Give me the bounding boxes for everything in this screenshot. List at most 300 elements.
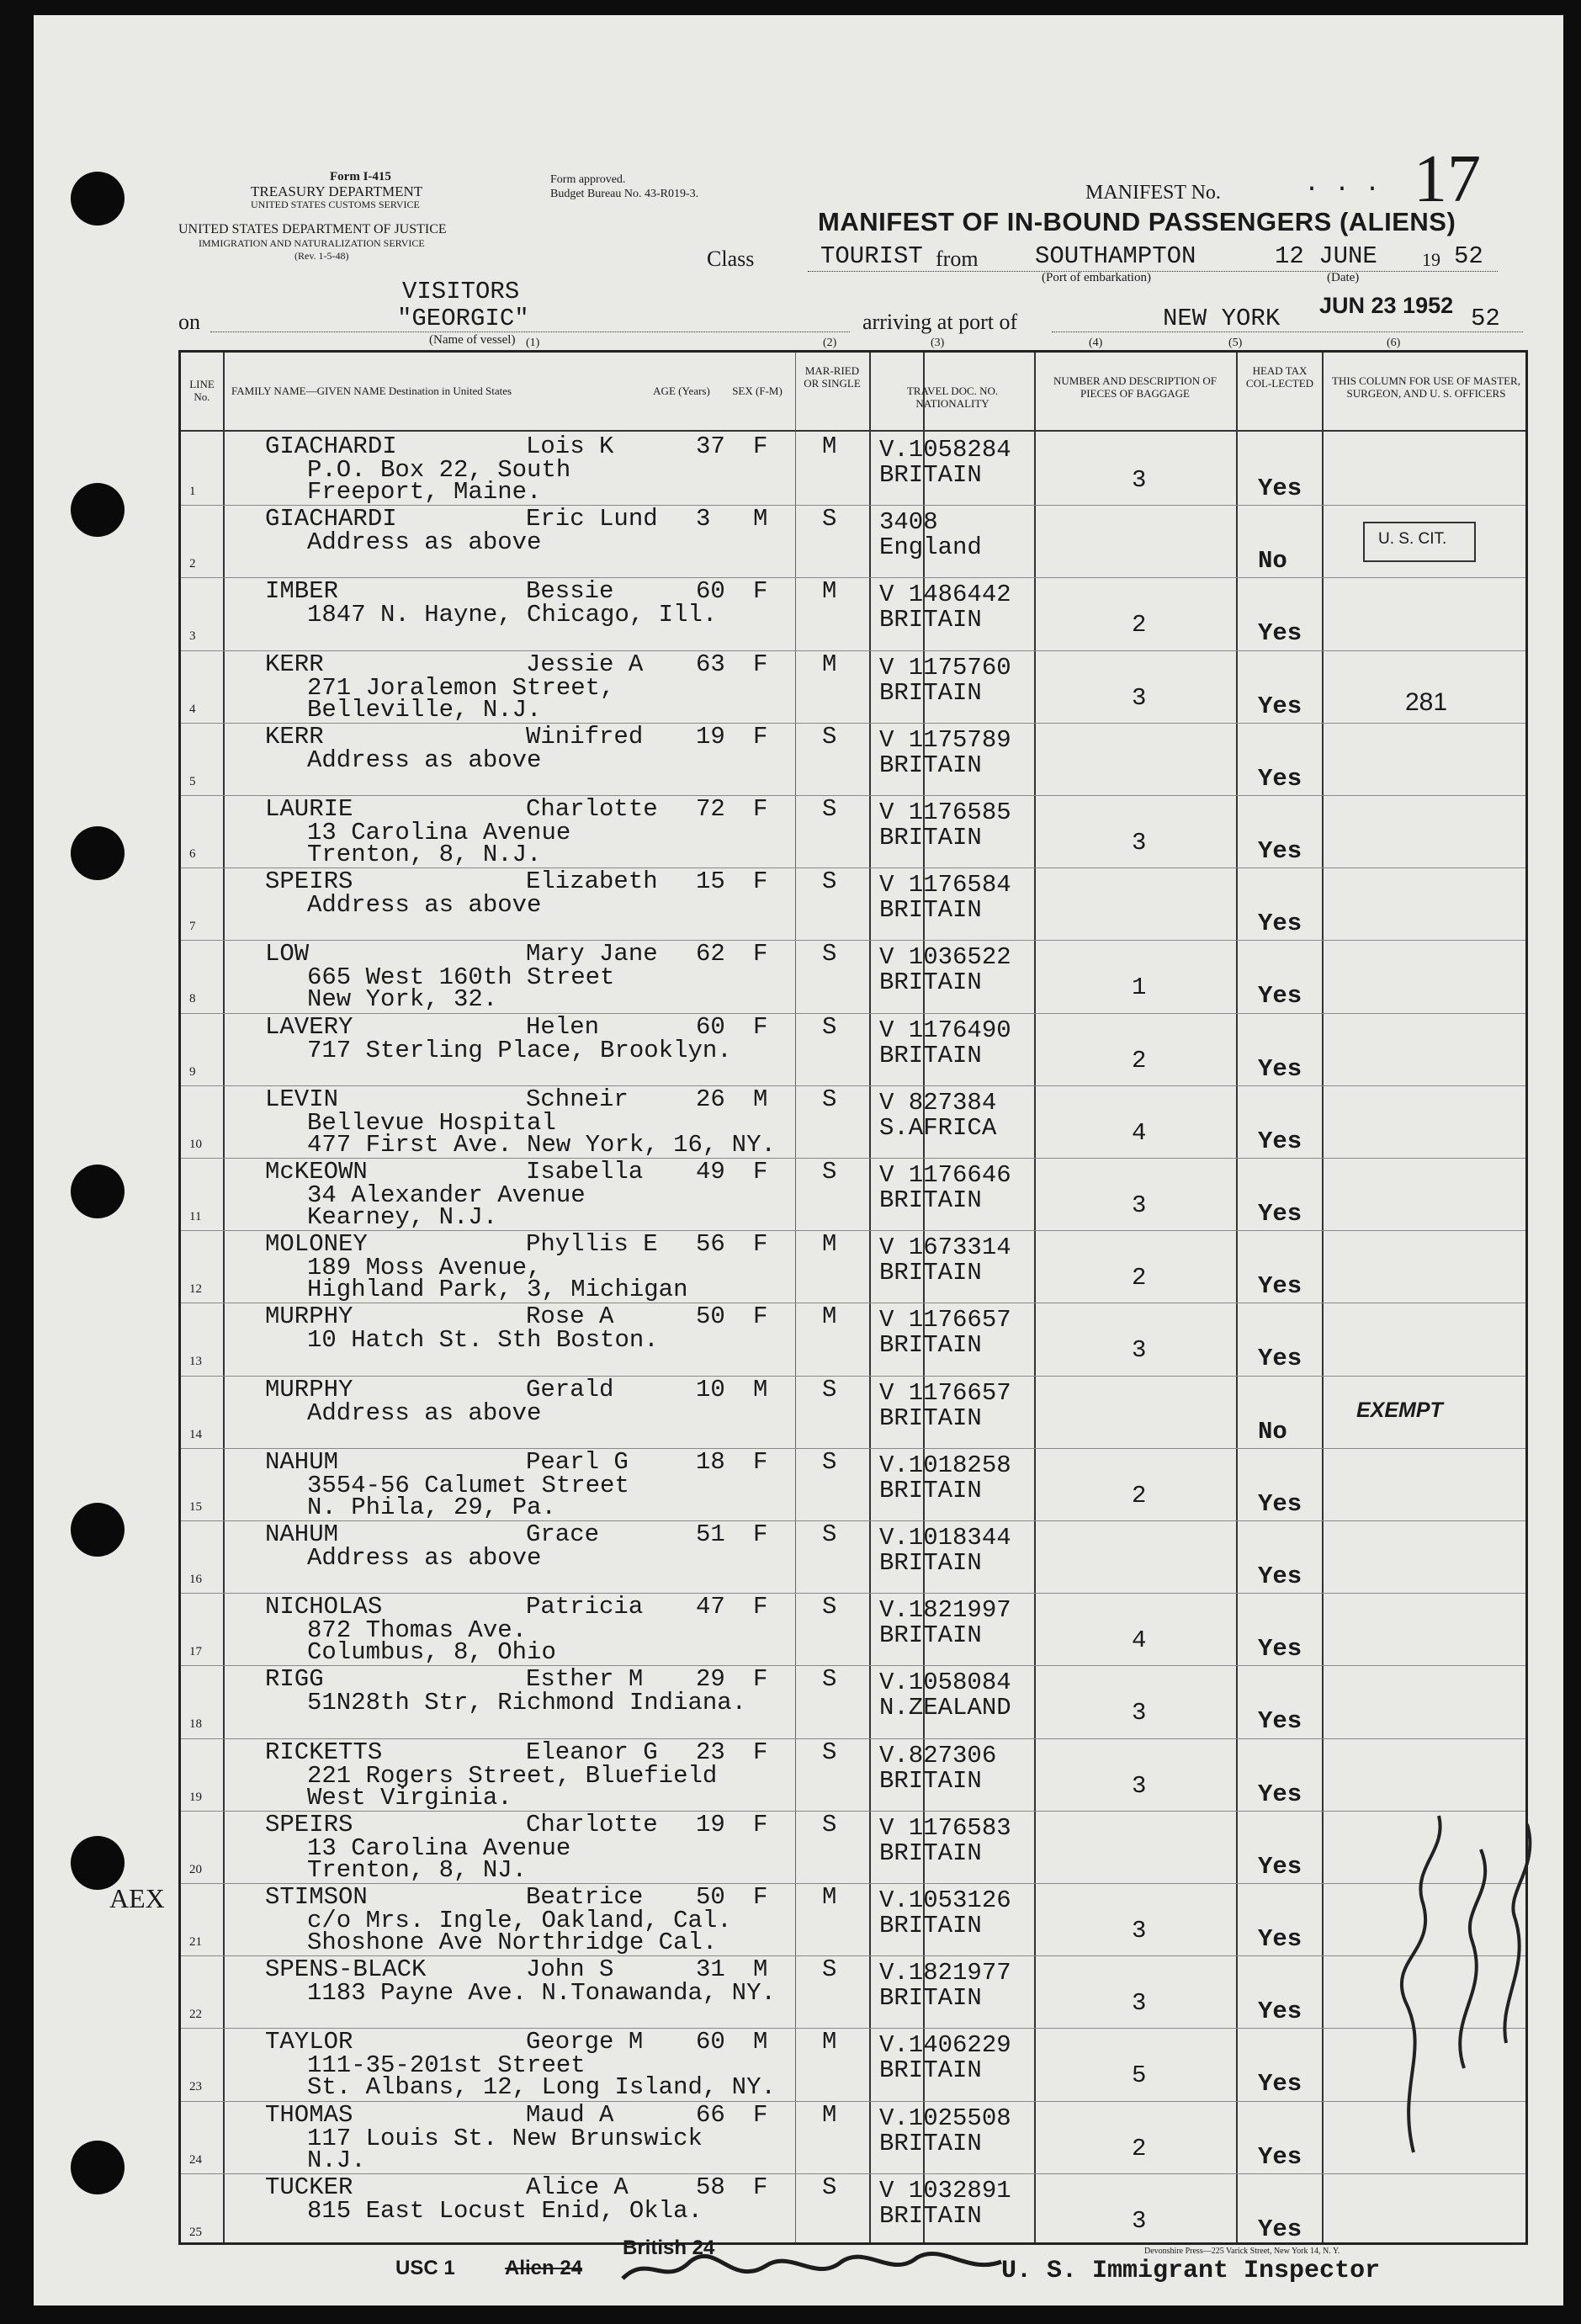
age: 18 [696,1447,725,1476]
nationality: BRITAIN [879,1912,982,1939]
head-tax: Yes [1258,982,1302,1011]
exempt-stamp: EXEMPT [1356,1398,1443,1422]
address-line-1: 717 Sterling Place, Brooklyn. [307,1036,732,1064]
line-number: 19 [189,1790,202,1804]
inspector-label: U. S. Immigrant Inspector [1001,2257,1381,2285]
table-row [181,577,1525,650]
vessel-caption: (Name of vessel) [429,333,516,347]
address-line-1: Address as above [307,1544,542,1572]
marital-status: S [822,2173,837,2201]
line-number: 22 [189,2008,202,2022]
address-line-2: Kearney, N.J. [307,1203,498,1231]
address-line-2: N.J. [307,2146,366,2174]
family-name: STIMSON [265,1883,368,1911]
given-name: Beatrice [526,1883,644,1911]
col-head-head-tax: HEAD TAX COL-LECTED [1245,364,1314,390]
nationality: BRITAIN [879,824,982,852]
family-name: IMBER [265,577,339,606]
address-line-1: 872 Thomas Ave. [307,1616,528,1645]
form-approved: Form approved. [550,173,626,186]
age: 56 [696,1230,725,1259]
header-divider [181,430,1525,432]
family-name: McKEOWN [265,1158,368,1186]
line-number: 2 [189,557,196,571]
marital-status: S [822,1810,837,1839]
col-num-5: (5) [1228,337,1243,349]
marital-status: S [822,722,837,751]
address-line-2: West Virginia. [307,1783,512,1812]
baggage-count: 3 [1132,1336,1147,1365]
family-name: MURPHY [265,1303,353,1331]
on-label: on [178,310,200,334]
margin-note-aex: AEX [109,1883,165,1913]
travel-doc-no: V 1175760 [879,653,1011,682]
address-line-1: 189 Moss Avenue, [307,1254,542,1282]
nationality: BRITAIN [879,678,982,707]
line-number: 21 [189,1935,202,1949]
baggage-count: 4 [1132,1626,1147,1655]
travel-doc-no: V 1175789 [879,725,1011,754]
sex: F [753,1230,768,1259]
sex: F [753,868,768,896]
col-num-2: (2) [823,337,837,349]
family-name: SPENS-BLACK [265,1955,427,1984]
family-name: LOW [265,940,310,968]
marital-status: S [822,795,837,823]
vessel-name: "GEORGIC" [397,305,529,332]
line-number: 18 [189,1717,202,1732]
table-row [181,1230,1525,1303]
given-name: Phyllis E [526,1230,658,1259]
table-row [181,1303,1525,1376]
family-name: SPEIRS [265,1810,353,1839]
head-tax: Yes [1258,837,1302,865]
sex: F [753,577,768,606]
baggage-count: 3 [1132,1699,1147,1727]
given-name: Helen [526,1012,600,1041]
family-name: LAURIE [265,795,353,823]
address-line-1: 1183 Payne Ave. N.Tonawanda, NY. [307,1979,776,2008]
line-number: 24 [189,2152,202,2167]
address-line-2: Freeport, Maine. [307,478,542,506]
head-tax: Yes [1258,2142,1302,2171]
given-name: Eleanor G [526,1738,658,1766]
sex: F [753,2173,768,2201]
table-row [181,432,1525,506]
nationality: BRITAIN [879,1839,982,1867]
address-line-2: New York, 32. [307,985,498,1014]
age: 47 [696,1593,725,1621]
sex: F [753,940,768,968]
line-number: 14 [189,1427,202,1441]
head-tax: Yes [1258,1489,1302,1518]
family-name: GIACHARDI [265,432,397,460]
marital-status: S [822,1593,837,1621]
marital-status: M [822,577,837,606]
address-line-1: 111-35-201st Street [307,2051,586,2080]
manifest-title: MANIFEST OF IN-BOUND PASSENGERS (ALIENS) [818,207,1456,236]
given-name: Eric Lund [526,505,658,533]
sex: F [753,1012,768,1041]
given-name: Patricia [526,1593,644,1621]
marital-status: S [822,1447,837,1476]
nationality: BRITAIN [879,1984,982,2013]
line-number: 1 [189,485,196,498]
line-number: 7 [189,920,196,934]
age: 50 [696,1883,725,1911]
manifest-table [178,350,1528,2245]
address-line-1: 271 Joralemon Street, [307,673,615,702]
given-name: Charlotte [526,1810,658,1839]
sex: F [753,1665,768,1694]
family-name: RIGG [265,1665,324,1694]
given-name: Mary Jane [526,940,658,968]
given-name: Schneir [526,1085,629,1113]
given-name: John S [526,1955,614,1984]
departure-date: 12 JUNE [1275,242,1377,270]
manifest-page [34,15,1563,2305]
sex: M [753,1955,768,1984]
class-value: TOURIST [820,242,923,270]
address-line-1: 815 East Locust Enid, Okla. [307,2196,703,2225]
line-number: 10 [189,1137,202,1151]
travel-doc-no: V 1176657 [879,1378,1011,1407]
binder-hole [71,1836,125,1890]
age: 3 [696,505,711,533]
baggage-count: 3 [1132,466,1147,494]
date-caption: (Date) [1327,271,1360,284]
nationality: BRITAIN [879,606,982,634]
head-tax: Yes [1258,2215,1302,2243]
travel-doc-no: V.1018258 [879,1451,1011,1479]
budget-bureau: Budget Bureau No. 43-R019-3. [550,188,699,200]
travel-doc-no: V.827306 [879,1741,997,1770]
col-num-4: (4) [1089,337,1103,349]
nationality: BRITAIN [879,896,982,925]
sex: F [753,1158,768,1186]
head-tax: Yes [1258,764,1302,793]
nationality: BRITAIN [879,1403,982,1432]
age: 58 [696,2173,725,2201]
table-row [181,1376,1525,1449]
head-tax: Yes [1258,1707,1302,1736]
age: 60 [696,577,725,606]
head-tax: Yes [1258,1563,1302,1590]
baggage-count: 3 [1132,1191,1147,1219]
handwritten-signature-graphic [1380,1765,1548,2161]
port-of-embarkation: SOUTHAMPTON [1035,242,1196,270]
treasury-dept: TREASURY DEPARTMENT [251,183,423,199]
travel-doc-no: 3408 [879,508,938,537]
address-line-2: Trenton, 8, N.J. [307,841,542,868]
travel-doc-no: V 1486442 [879,581,1011,609]
nationality: BRITAIN [879,461,982,489]
manifest-no-value: 17 [1414,142,1481,216]
line-number: 8 [189,992,196,1006]
given-name: Rose A [526,1303,614,1331]
nationality: BRITAIN [879,1766,982,1795]
baggage-count: 1 [1132,974,1147,1002]
baggage-count: 4 [1132,1118,1147,1147]
table-row [181,1520,1525,1594]
baggage-count: 3 [1132,683,1147,712]
line-number: 12 [189,1282,202,1297]
family-name: NAHUM [265,1520,339,1548]
sex: F [753,722,768,751]
col-head-officers: THIS COLUMN FOR USE OF MASTER, SURGEON, AND U. S. OFFICERS [1332,374,1520,400]
travel-doc-no: V.1025508 [879,2104,1011,2132]
ins: IMMIGRATION AND NATURALIZATION SERVICE [199,237,425,249]
address-line-1: Address as above [307,1398,542,1427]
family-name: RICKETTS [265,1738,383,1766]
marital-status: S [822,868,837,896]
line-number: 6 [189,847,196,861]
marital-status: M [822,2028,837,2056]
head-tax: Yes [1258,1852,1302,1881]
nationality: BRITAIN [879,1041,982,1069]
table-row [181,2028,1525,2101]
given-name: George M [526,2028,644,2056]
marital-status: S [822,1955,837,1984]
given-name: Lois K [526,432,614,460]
sex: M [753,2028,768,2056]
line-number: 17 [189,1645,202,1659]
head-tax: Yes [1258,692,1302,720]
us-citizen-stamp-text: U. S. CIT. [1378,530,1447,548]
age: 10 [696,1375,725,1403]
address-line-1: Address as above [307,528,542,557]
col-head-travel-doc: TRAVEL DOC. NO. NATIONALITY [906,385,999,410]
marital-status: S [822,1520,837,1548]
sex: F [753,1883,768,1911]
address-line-1: 34 Alexander Avenue [307,1181,586,1209]
arrival-stamp: JUN 23 1952 [1319,293,1454,318]
baggage-count: 2 [1132,1264,1147,1292]
line-number: 13 [189,1355,202,1369]
given-name: Charlotte [526,795,658,823]
marital-status: S [822,940,837,968]
table-row [181,1085,1525,1159]
col-head-name: FAMILY NAME—GIVEN NAME Destination in United States [231,385,512,397]
address-line-1: 10 Hatch St. Sth Boston. [307,1326,659,1355]
printer-credit: Devonshire Press—225 Varick Street, New York 14, N. Y. [1144,2247,1340,2256]
address-line-1: 13 Carolina Avenue [307,819,571,846]
table-row [181,1448,1525,1521]
nationality: BRITAIN [879,1259,982,1287]
line-number: 20 [189,1862,202,1876]
travel-doc-no: V 1176646 [879,1161,1011,1189]
travel-doc-no: V.1058284 [879,436,1011,464]
line-number: 5 [189,774,196,788]
col-head-baggage: NUMBER AND DESCRIPTION OF PIECES OF BAGGAGE [1053,374,1217,400]
justice-dept: UNITED STATES DEPARTMENT OF JUSTICE [178,222,447,236]
family-name: TAYLOR [265,2028,353,2056]
table-row [181,940,1525,1013]
age: 19 [696,722,725,751]
nationality: S.AFRICA [879,1113,997,1142]
family-name: NICHOLAS [265,1593,383,1621]
given-name: Bessie [526,577,614,606]
footer-alien: Alien 24 [505,2257,583,2279]
head-tax: Yes [1258,910,1302,938]
head-tax: Yes [1258,1635,1302,1663]
nationality: BRITAIN [879,2056,982,2085]
age: 72 [696,795,725,823]
baggage-count: 3 [1132,2206,1147,2235]
travel-doc-no: V 1176583 [879,1813,1011,1842]
family-name: LAVERY [265,1012,353,1041]
line-number: 25 [189,2225,202,2239]
sex: F [753,1447,768,1476]
visitors-label: VISITORS [402,278,520,305]
nationality: BRITAIN [879,1549,982,1577]
line-number: 9 [189,1064,196,1079]
given-name: Jessie A [526,650,644,678]
binder-hole [71,1503,125,1557]
line-number: 3 [189,629,196,644]
address-line-1: 13 Carolina Avenue [307,1833,571,1862]
table-row [181,1158,1525,1231]
address-line-2: N. Phila, 29, Pa. [307,1493,556,1521]
inspector-signature-graphic [614,2236,1018,2295]
marital-status: M [822,1303,837,1331]
travel-doc-no: V 1176585 [879,799,1011,826]
table-row [181,1883,1525,1956]
given-name: Pearl G [526,1447,629,1476]
marital-status: M [822,650,837,678]
address-line-2: Columbus, 8, Ohio [307,1638,556,1667]
table-row [181,1013,1525,1086]
address-line-1: 221 Rogers Street, Bluefield [307,1761,718,1790]
age: 23 [696,1738,725,1766]
given-name: Isabella [526,1158,644,1186]
travel-doc-no: V.1058084 [879,1669,1011,1697]
head-tax: Yes [1258,1200,1302,1228]
baggage-count: 5 [1132,2061,1147,2090]
binder-hole [71,172,125,226]
baggage-count: 2 [1132,1481,1147,1510]
family-name: THOMAS [265,2100,353,2129]
nationality: BRITAIN [879,2129,982,2157]
kerr-note: 281 [1405,688,1448,716]
baggage-count: 3 [1132,829,1147,857]
address-line-1: Address as above [307,891,542,920]
address-line-1: Address as above [307,745,542,774]
table-row [181,1955,1525,2029]
sex: F [753,1303,768,1331]
line-number: 4 [189,702,196,716]
marital-status: S [822,1375,837,1403]
line-number: 11 [189,1210,202,1223]
col-num-3: (3) [931,337,945,349]
marital-status: M [822,1883,837,1911]
marital-status: S [822,1012,837,1041]
footer-british: British 24 [623,2236,715,2259]
travel-doc-no: V 1176584 [879,871,1011,899]
table-row [181,1811,1525,1884]
travel-doc-no: V 1176490 [879,1016,1011,1044]
revision: (Rev. 1-5-48) [294,250,349,262]
marital-status: S [822,1158,837,1186]
footer-usc: USC 1 [395,2257,455,2279]
table-row [181,1738,1525,1812]
nationality: BRITAIN [879,1476,982,1504]
sex: M [753,505,768,533]
family-name: SPEIRS [265,868,353,896]
arrival-year: 52 [1471,305,1500,332]
marital-status: S [822,505,837,533]
table-row [181,2173,1525,2246]
arrival-port: NEW YORK [1163,305,1281,332]
marital-status: M [822,2100,837,2129]
head-tax: Yes [1258,1054,1302,1083]
table-row [181,868,1525,941]
table-row [181,1665,1525,1738]
address-line-1: 1847 N. Hayne, Chicago, Ill. [307,601,718,629]
age: 37 [696,432,725,460]
nationality: BRITAIN [879,1621,982,1650]
head-tax: Yes [1258,1127,1302,1155]
age: 49 [696,1158,725,1186]
age: 31 [696,1955,725,1984]
binder-hole [71,483,125,537]
baggage-count: 2 [1132,1046,1147,1074]
family-name: LEVIN [265,1085,339,1113]
age: 50 [696,1303,725,1331]
table-row [181,2101,1525,2174]
age: 15 [696,868,725,896]
marital-status: S [822,1665,837,1694]
baggage-count: 3 [1132,1771,1147,1800]
given-name: Gerald [526,1375,614,1403]
given-name: Grace [526,1520,600,1548]
binder-hole [71,1165,125,1218]
col-head-age: AGE (Years) [653,385,710,397]
port-embark-caption: (Port of embarkation) [1042,271,1151,284]
sex: M [753,1375,768,1403]
table-row [181,723,1525,796]
marital-status: M [822,1230,837,1259]
baggage-count: 2 [1132,611,1147,639]
departure-year: 52 [1454,242,1483,270]
family-name: MOLONEY [265,1230,368,1259]
col-head-sex: SEX (F-M) [732,385,783,397]
given-name: Winifred [526,722,644,751]
travel-doc-no: V 1176657 [879,1306,1011,1334]
address-line-2: Highland Park, 3, Michigan [307,1276,688,1304]
sex: F [753,1593,768,1621]
sex: F [753,1810,768,1839]
age: 29 [696,1665,725,1694]
manifest-no-dots: · · · [1304,175,1381,204]
line-number: 15 [189,1499,202,1514]
nationality: BRITAIN [879,1331,982,1360]
age: 60 [696,1012,725,1041]
address-line-2: St. Albans, 12, Long Island, NY. [307,2073,776,2102]
sex: F [753,795,768,823]
address-line-2: Trenton, 8, NJ. [307,1855,528,1884]
marital-status: S [822,1085,837,1113]
head-tax: Yes [1258,1345,1302,1373]
travel-doc-no: V.1821977 [879,1959,1011,1987]
travel-doc-no: V 1673314 [879,1234,1011,1262]
nationality: BRITAIN [879,2201,982,2230]
sex: F [753,1520,768,1548]
family-name: GIACHARDI [265,505,397,533]
sex: F [753,432,768,460]
age: 63 [696,650,725,678]
family-name: KERR [265,722,324,751]
